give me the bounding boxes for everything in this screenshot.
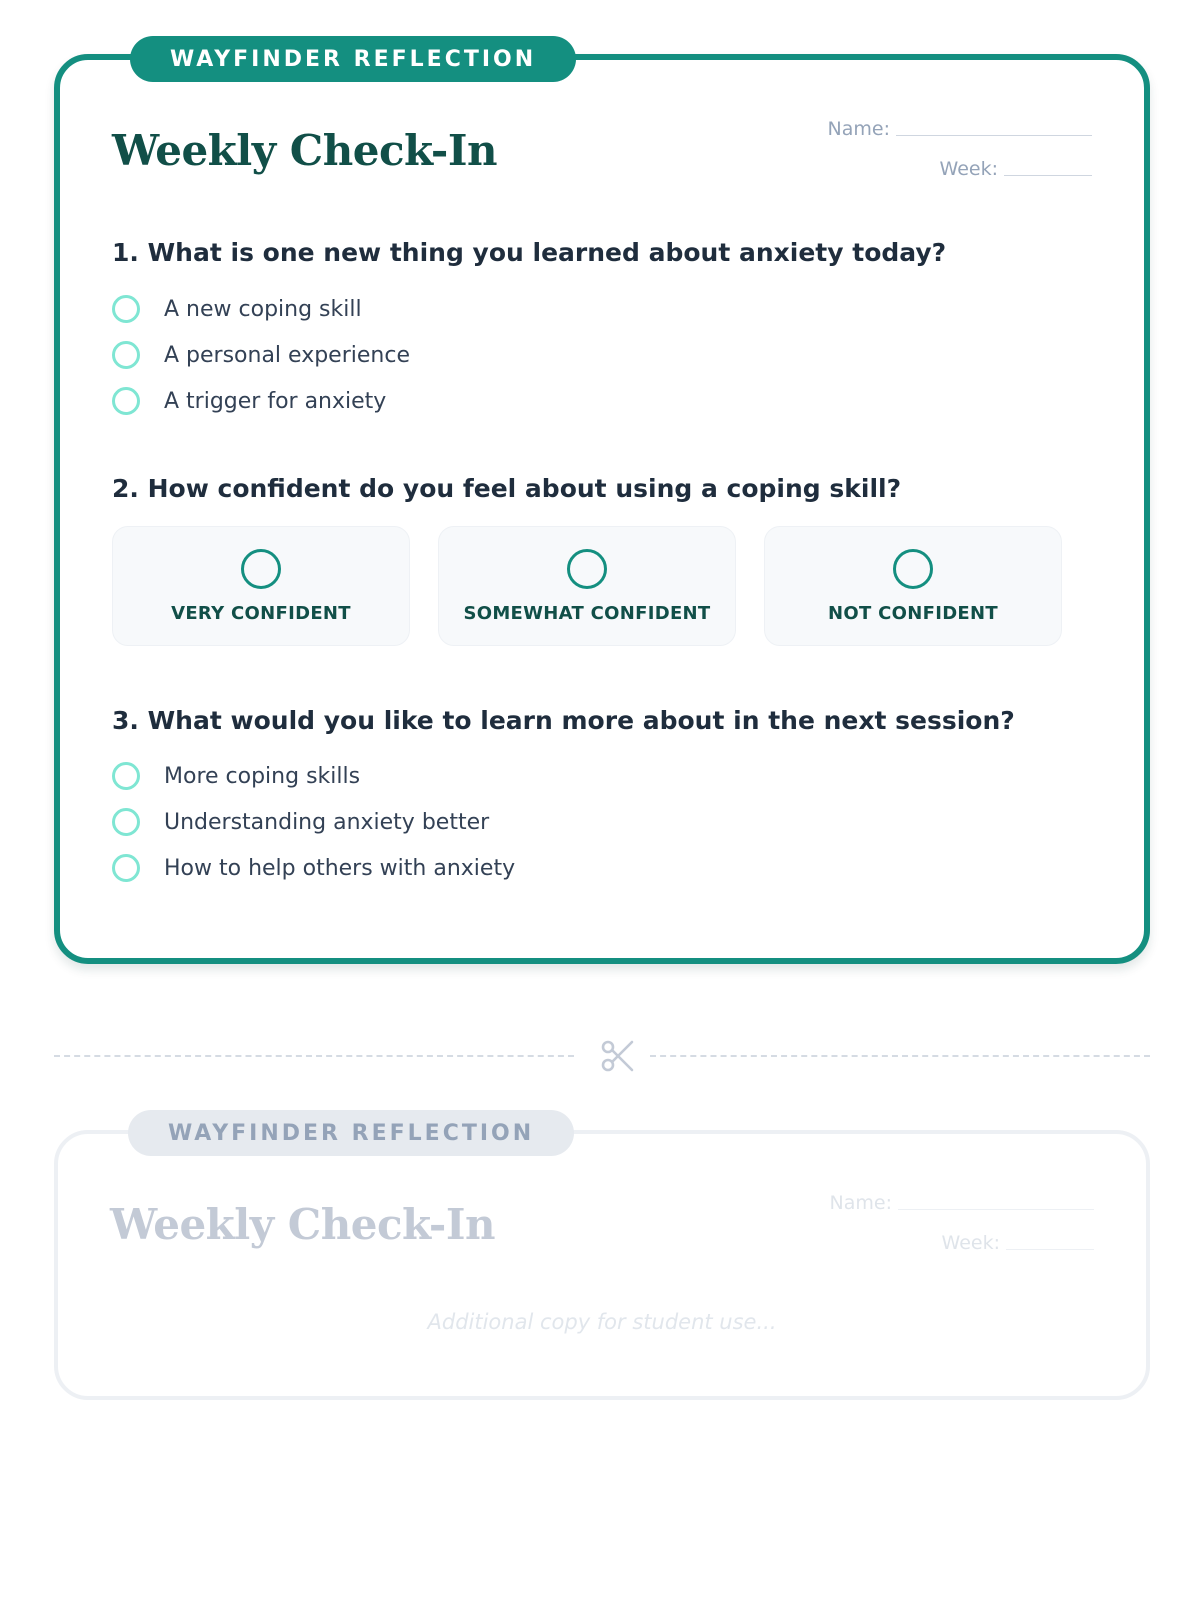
question-3-options [112,753,515,891]
card-tab-label: WAYFINDER REFLECTION [130,36,576,82]
scissors-icon [600,1038,636,1074]
scale-option-label: VERY CONFIDENT [171,602,351,624]
week-field[interactable] [940,158,1092,180]
radio-circle-icon[interactable] [112,295,140,323]
option-label: More coping skills [164,763,361,789]
radio-circle-icon[interactable] [112,808,140,836]
copy-placeholder-text: Additional copy for student use... [427,1310,777,1334]
week-field[interactable] [942,1232,1094,1254]
radio-circle-icon[interactable] [893,549,933,589]
scale-option-very-confident[interactable] [112,526,410,646]
page-title: Weekly Check-In [112,126,498,175]
scale-option-somewhat-confident[interactable] [438,526,736,646]
question-2: 2. How confident do you feel about using a coping skill? [112,474,902,503]
check-in-card-copy [54,1120,1150,1400]
option-new-coping-skill[interactable] [112,286,410,332]
radio-circle-icon[interactable] [112,341,140,369]
radio-circle-icon[interactable] [567,549,607,589]
card-tab-label: WAYFINDER REFLECTION [128,1110,574,1156]
scale-option-label: NOT CONFIDENT [828,602,998,624]
week-label: Week: [941,1232,1000,1254]
name-field[interactable] [830,1192,1094,1214]
option-more-coping-skills[interactable] [112,753,515,799]
week-label: Week: [939,158,998,180]
name-label: Name: [827,118,890,140]
radio-circle-icon[interactable] [112,854,140,882]
option-understanding-anxiety[interactable] [112,799,515,845]
confidence-scale [112,526,1062,646]
check-in-card [54,46,1150,964]
name-field[interactable] [828,118,1092,140]
cut-line [54,1036,1150,1076]
name-write-line[interactable] [896,134,1092,136]
radio-circle-icon[interactable] [241,549,281,589]
option-help-others[interactable] [112,845,515,891]
option-label: A new coping skill [164,296,362,322]
copy-title: Weekly Check-In [110,1200,496,1249]
radio-circle-icon[interactable] [112,762,140,790]
option-personal-experience[interactable] [112,332,410,378]
dashed-divider [650,1055,1150,1057]
question-1-options [112,286,410,424]
option-trigger-for-anxiety[interactable] [112,378,410,424]
scale-option-not-confident[interactable] [764,526,1062,646]
radio-circle-icon[interactable] [112,387,140,415]
option-label: How to help others with anxiety [164,855,516,881]
dashed-divider [54,1055,574,1057]
question-3: 3. What would you like to learn more about in the next session? [112,706,1015,735]
week-write-line[interactable] [1006,1248,1094,1250]
name-label: Name: [829,1192,892,1214]
question-1: 1. What is one new thing you learned about anxiety today? [112,238,947,267]
name-write-line[interactable] [898,1208,1094,1210]
scale-option-label: SOMEWHAT CONFIDENT [463,602,711,624]
week-write-line[interactable] [1004,174,1092,176]
option-label: A personal experience [164,342,410,368]
option-label: Understanding anxiety better [164,809,490,835]
option-label: A trigger for anxiety [164,388,387,414]
